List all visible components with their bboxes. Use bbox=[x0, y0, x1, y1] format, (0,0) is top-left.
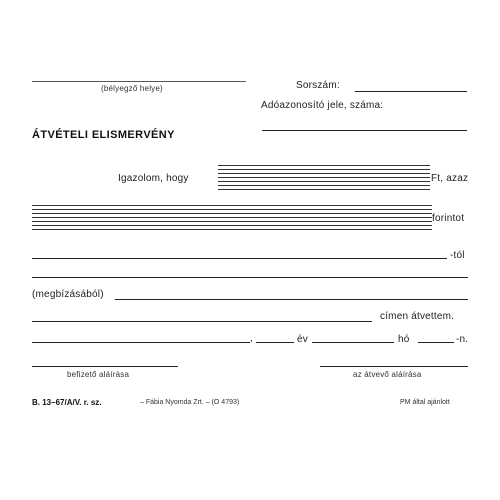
day-field[interactable] bbox=[418, 342, 454, 343]
certify-label: Igazolom, hogy bbox=[118, 173, 189, 184]
year-label: év bbox=[297, 334, 308, 345]
forint-label: forintot bbox=[432, 213, 465, 224]
recommendation-note: PM által ajánlott bbox=[400, 399, 450, 406]
mandate-field[interactable] bbox=[115, 299, 468, 300]
day-label: -n. bbox=[456, 334, 469, 345]
payer-field-continued[interactable] bbox=[32, 277, 468, 278]
document-title: ÁTVÉTELI ELISMERVÉNY bbox=[32, 129, 175, 141]
address-field[interactable] bbox=[32, 321, 372, 322]
payer-signature-label: befizető aláírása bbox=[67, 370, 130, 379]
place-field[interactable] bbox=[32, 342, 250, 343]
payer-signature-line[interactable] bbox=[32, 366, 178, 367]
amount-field[interactable] bbox=[218, 165, 430, 192]
comma-separator: , bbox=[250, 333, 253, 344]
month-label: hó bbox=[398, 334, 410, 345]
printer-info: – Fábia Nyomda Zrt. – (O 4793) bbox=[140, 399, 240, 406]
payer-field[interactable] bbox=[32, 258, 447, 259]
stamp-place-label: (bélyegző helye) bbox=[101, 84, 163, 93]
year-field[interactable] bbox=[256, 342, 294, 343]
serial-field[interactable] bbox=[355, 91, 467, 92]
form-code: B. 13–67/A/V. r. sz. bbox=[32, 398, 102, 407]
tol-label: -tól bbox=[450, 250, 465, 261]
tax-id-field[interactable] bbox=[262, 130, 467, 131]
month-field[interactable] bbox=[312, 342, 394, 343]
recipient-signature-label: az átvevő aláírása bbox=[353, 370, 422, 379]
serial-label: Sorszám: bbox=[296, 80, 340, 91]
mandate-label: (megbízásából) bbox=[32, 289, 104, 300]
tax-id-label: Adóazonosító jele, száma: bbox=[261, 100, 384, 111]
stamp-line bbox=[32, 81, 246, 82]
ft-azaz-label: Ft, azaz bbox=[431, 173, 469, 184]
amount-words-field[interactable] bbox=[32, 205, 432, 232]
received-label: címen átvettem. bbox=[380, 311, 455, 322]
recipient-signature-line[interactable] bbox=[320, 366, 468, 367]
